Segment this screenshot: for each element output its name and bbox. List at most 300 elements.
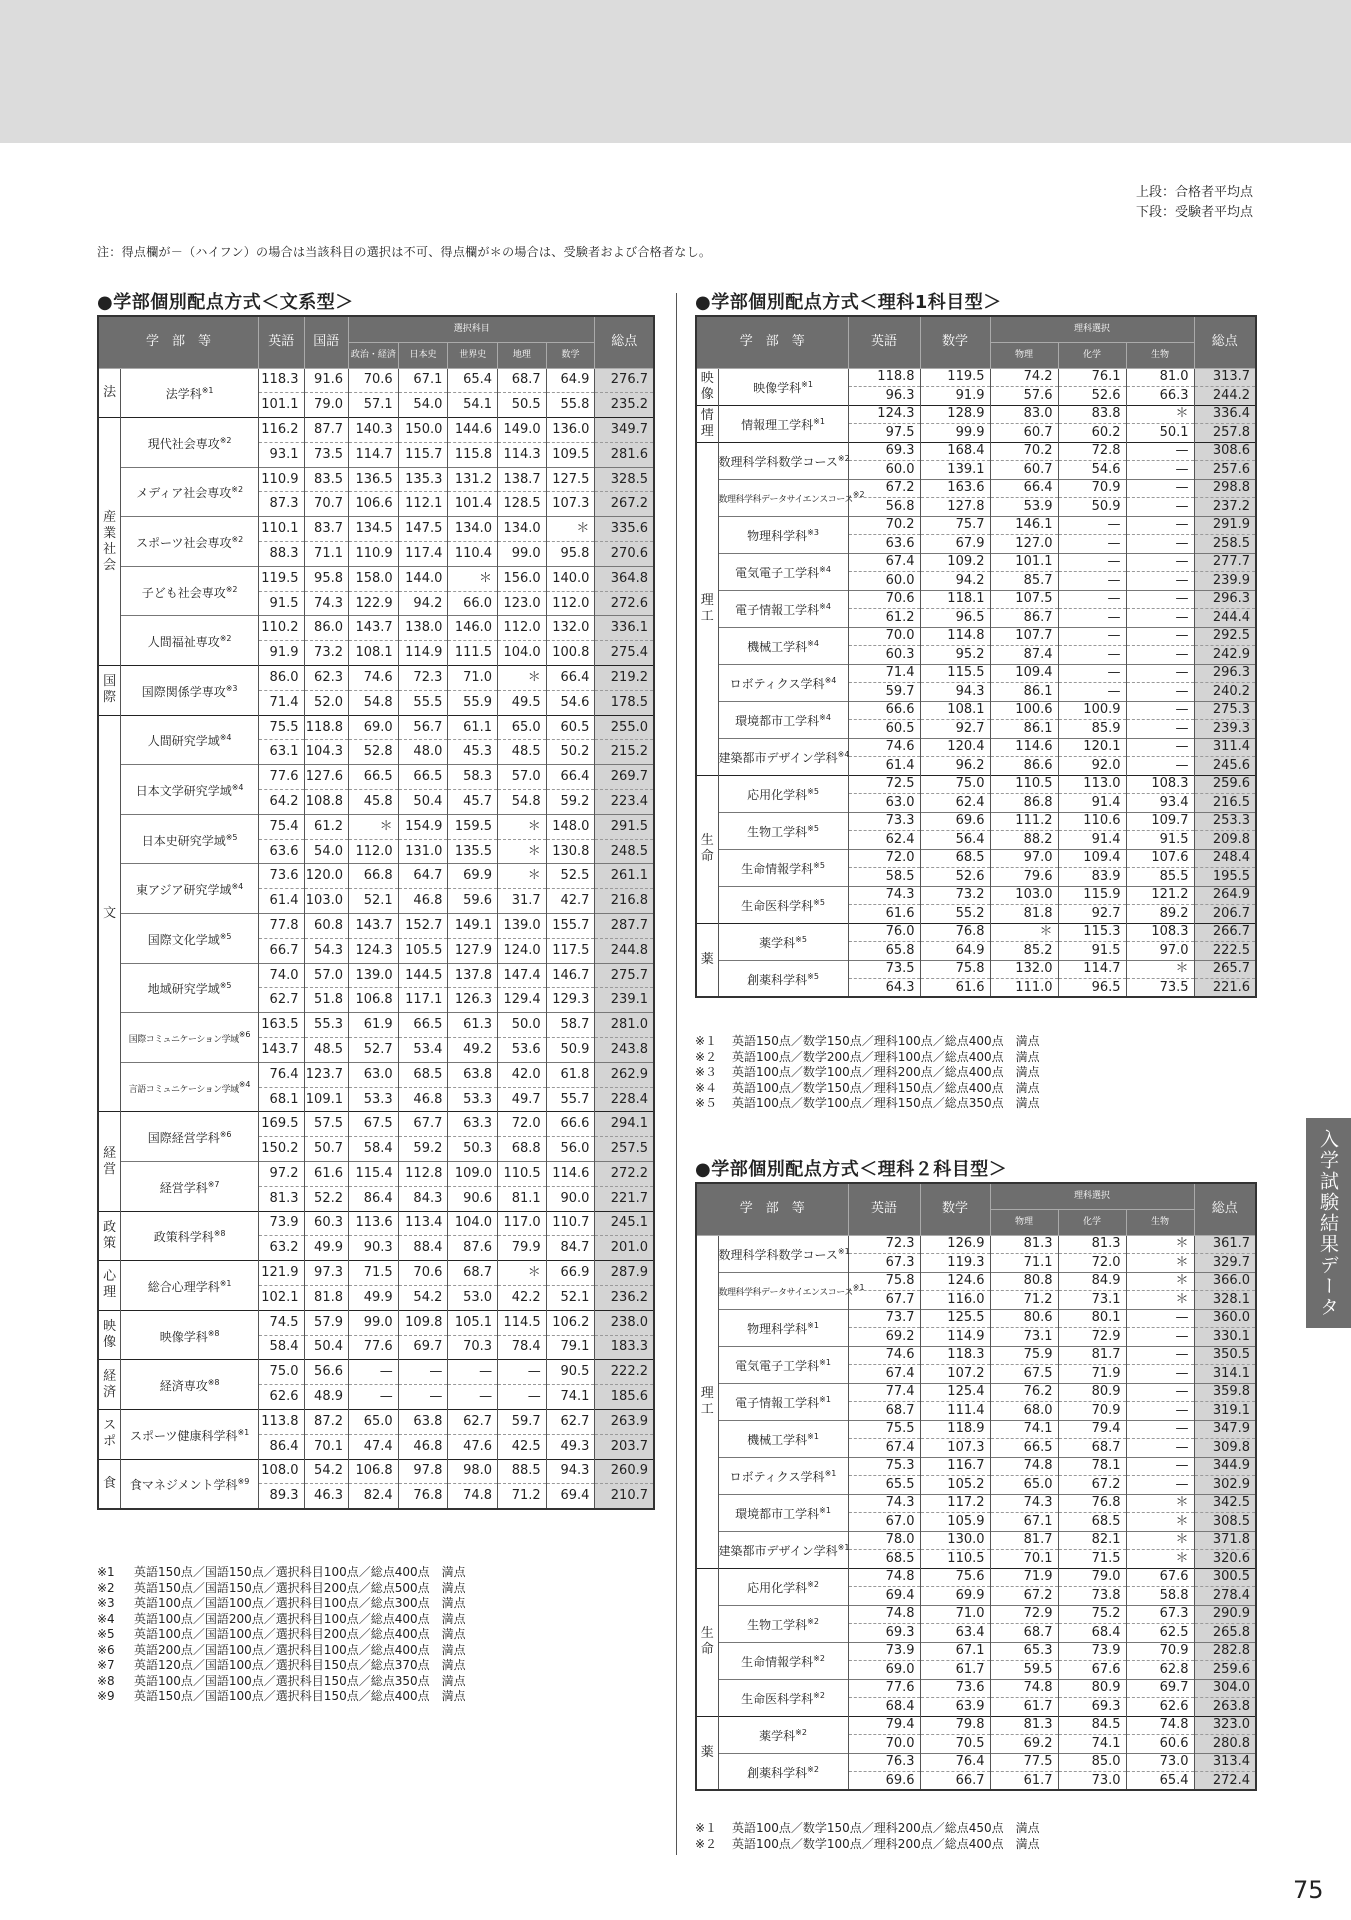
cell-passer-avg: 73.6 (920, 1679, 990, 1698)
cell-passer-avg: 115.5 (920, 664, 990, 683)
cell-examinee-avg: 100.8 (546, 641, 595, 666)
section-title-rika2: ●学部個別配点方式＜理科２科目型＞ (695, 1159, 1008, 1180)
cell-examinee-avg: 70.5 (920, 1735, 990, 1754)
table-row (696, 1383, 1256, 1402)
footnote-text: 英語100点／国語100点／選択科目100点／総点300点 満点 (134, 1596, 466, 1610)
cell-passer-avg: 65.3 (990, 1642, 1058, 1661)
cell-examinee-avg: 68.8 (498, 1137, 547, 1162)
cell-examinee-avg: 110.4 (448, 542, 498, 567)
cell-examinee-avg: 74.8 (448, 1484, 498, 1509)
cell-passer-avg: 262.9 (595, 1062, 654, 1087)
cell-passer-avg: — (1058, 590, 1126, 609)
cell-passer-avg: 67.1 (920, 1642, 990, 1661)
footnote (695, 1096, 1040, 1112)
column-divider (676, 293, 677, 1855)
cell-examinee-avg: 68.4 (848, 1698, 920, 1717)
cell-passer-avg: 72.5 (848, 775, 920, 794)
table-row (696, 1531, 1256, 1550)
cell-examinee-avg: 86.1 (990, 720, 1058, 739)
cell-examinee-avg: 60.0 (848, 461, 920, 480)
cell-examinee-avg: 240.2 (1194, 683, 1256, 702)
table-row (696, 368, 1256, 387)
cell-passer-avg: 304.0 (1194, 1679, 1256, 1698)
cell-examinee-avg: — (1058, 572, 1126, 591)
footnote-text: 英語100点／数学100点／理科150点／総点350点 満点 (732, 1096, 1040, 1110)
cell-examinee-avg: 84.3 (398, 1186, 448, 1211)
cell-passer-avg: 275.3 (1194, 701, 1256, 720)
legend-upper: 上段：合格者平均点 (1135, 185, 1253, 200)
cell-passer-avg: 67.6 (1126, 1568, 1194, 1587)
cell-examinee-avg: 108.1 (349, 641, 399, 666)
footnote-text: 英語100点／数学150点／理科150点／総点400点 満点 (732, 1080, 1040, 1095)
cell-examinee-avg: 49.9 (349, 1285, 399, 1310)
cell-passer-avg: 73.9 (1058, 1642, 1126, 1661)
dept-label: スポーツ健康科学科 (129, 1428, 238, 1443)
cell-passer-avg: 76.1 (1058, 368, 1126, 387)
cell-passer-avg: 74.5 (258, 1310, 304, 1335)
cell-examinee-avg: 71.4 (258, 690, 304, 715)
cell-passer-avg: 73.7 (848, 1309, 920, 1328)
cell-examinee-avg: 63.6 (258, 839, 304, 864)
cell-examinee-avg: 73.1 (1058, 1291, 1126, 1310)
cell-passer-avg: ＊ (1126, 1235, 1194, 1254)
cell-passer-avg: 74.0 (258, 963, 304, 988)
cell-passer-avg: 65.0 (498, 715, 547, 740)
dept-label: 薬学科 (759, 936, 796, 950)
cell-examinee-avg: — (1126, 683, 1194, 702)
cell-passer-avg: 336.4 (1194, 405, 1256, 424)
cell-passer-avg: 75.6 (920, 1568, 990, 1587)
cell-examinee-avg: — (1126, 609, 1194, 628)
footnote-text: 英語100点／数学150点／理科200点／総点450点 満点 (732, 1821, 1040, 1835)
cell-passer-avg: — (1058, 627, 1126, 646)
cell-examinee-avg: 60.7 (990, 461, 1058, 480)
dept-label: 東アジア研究学域 (135, 883, 232, 898)
cell-passer-avg: 117.2 (920, 1494, 990, 1513)
dept-name (121, 1261, 259, 1311)
dept-note: ※2 (813, 1654, 825, 1663)
cell-passer-avg: 75.0 (920, 775, 990, 794)
cell-passer-avg: 77.4 (848, 1383, 920, 1402)
cell-passer-avg: 114.7 (1058, 960, 1126, 979)
dept-note: ※2 (807, 1580, 819, 1589)
cell-passer-avg: 163.5 (258, 1013, 304, 1038)
dept-label: 国際経営学科 (147, 1131, 220, 1146)
cell-examinee-avg: 50.3 (448, 1137, 498, 1162)
header-english: 英語 (258, 316, 304, 368)
cell-passer-avg: 69.0 (349, 715, 399, 740)
header-second-subject: 数学 (920, 1183, 990, 1235)
cell-examinee-avg: 61.4 (258, 889, 304, 914)
cell-passer-avg: 148.0 (546, 814, 595, 839)
cell-passer-avg: ＊ (1126, 960, 1194, 979)
dept-name (121, 517, 259, 567)
dept-note: ※8 (213, 1229, 226, 1239)
cell-examinee-avg: 53.6 (498, 1038, 547, 1063)
cell-passer-avg: 222.2 (595, 1360, 654, 1385)
cell-examinee-avg: 201.0 (595, 1236, 654, 1261)
footnote (97, 1658, 466, 1674)
cell-examinee-avg: 52.1 (546, 1285, 595, 1310)
footnote (97, 1565, 466, 1581)
dept-name (121, 1062, 259, 1112)
cell-passer-avg: 149.1 (448, 914, 498, 939)
cell-examinee-avg: 216.5 (1194, 794, 1256, 813)
dept-name (718, 812, 848, 849)
cell-passer-avg: 114.5 (498, 1310, 547, 1335)
cell-passer-avg: 152.7 (398, 914, 448, 939)
cell-passer-avg: 72.0 (498, 1112, 547, 1137)
cell-passer-avg: 72.9 (990, 1605, 1058, 1624)
cell-passer-avg: 73.9 (848, 1642, 920, 1661)
cell-passer-avg: 108.0 (258, 1459, 304, 1484)
cell-passer-avg: 144.5 (398, 963, 448, 988)
cell-examinee-avg: 52.7 (349, 1038, 399, 1063)
dept-note: ※2 (813, 1691, 825, 1700)
cell-passer-avg: ＊ (498, 666, 547, 691)
header-subject-1: 日本史 (398, 342, 448, 368)
cell-examinee-avg: 63.0 (848, 794, 920, 813)
cell-passer-avg: 75.2 (1058, 1605, 1126, 1624)
cell-passer-avg: 72.3 (848, 1235, 920, 1254)
dept-name (718, 1235, 848, 1272)
cell-examinee-avg: 93.4 (1126, 794, 1194, 813)
cell-passer-avg: — (1126, 590, 1194, 609)
group-label: 政 策 (98, 1211, 121, 1261)
dept-note: ※8 (207, 1378, 220, 1388)
dept-name (718, 1642, 848, 1679)
cell-passer-avg: 63.3 (448, 1112, 498, 1137)
cell-passer-avg: 74.8 (848, 1568, 920, 1587)
dept-label: 創薬科学科 (747, 972, 808, 987)
header-subject-1: 化学 (1058, 342, 1126, 368)
cell-passer-avg: 71.0 (448, 666, 498, 691)
cell-passer-avg: 57.5 (304, 1112, 349, 1137)
footnotes-rika1 (695, 1034, 1040, 1112)
cell-passer-avg: 66.9 (546, 1261, 595, 1286)
cell-passer-avg: 245.1 (595, 1211, 654, 1236)
cell-examinee-avg: 69.4 (546, 1484, 595, 1509)
dept-label: 生命情報学科 (741, 1655, 814, 1669)
cell-passer-avg: 79.8 (920, 1716, 990, 1735)
cell-examinee-avg: 45.7 (448, 790, 498, 815)
cell-examinee-avg: 63.1 (258, 740, 304, 765)
cell-examinee-avg: 63.2 (258, 1236, 304, 1261)
dept-label: 食マネジメント学科 (129, 1478, 238, 1493)
cell-passer-avg: 74.8 (990, 1679, 1058, 1698)
footnote (97, 1627, 466, 1643)
cell-examinee-avg: 60.7 (990, 424, 1058, 443)
cell-passer-avg: 64.9 (546, 368, 595, 393)
footnote-mark: ※１ (695, 1821, 718, 1835)
cell-examinee-avg: 116.0 (920, 1291, 990, 1310)
cell-examinee-avg: 68.1 (258, 1087, 304, 1112)
cell-passer-avg: 62.7 (448, 1409, 498, 1434)
cell-passer-avg: 73.3 (848, 812, 920, 831)
dept-name (121, 814, 259, 864)
cell-examinee-avg: 55.5 (398, 690, 448, 715)
dept-label: 現代社会専攻 (147, 436, 220, 451)
cell-passer-avg: 163.6 (920, 479, 990, 498)
dept-label: ロボティクス学科 (729, 1470, 825, 1484)
cell-passer-avg: — (1058, 553, 1126, 572)
cell-passer-avg: 79.4 (1058, 1420, 1126, 1439)
header-subject-2: 生物 (1126, 342, 1194, 368)
dept-label: 数理科学科データサイエンスコース (718, 1288, 853, 1298)
cell-examinee-avg: 239.3 (1194, 720, 1256, 739)
cell-examinee-avg: 74.1 (546, 1385, 595, 1410)
cell-examinee-avg: 86.8 (990, 794, 1058, 813)
dept-label: 電気電子工学科 (735, 566, 820, 580)
cell-passer-avg: 127.5 (546, 467, 595, 492)
cell-passer-avg: 219.2 (595, 666, 654, 691)
cell-passer-avg: 114.6 (546, 1162, 595, 1187)
cell-passer-avg: 100.9 (1058, 701, 1126, 720)
cell-passer-avg: 110.5 (990, 775, 1058, 794)
table-row (696, 1309, 1256, 1328)
cell-examinee-avg: 59.7 (848, 683, 920, 702)
table-row (696, 1420, 1256, 1439)
cell-examinee-avg: 215.2 (595, 740, 654, 765)
cell-examinee-avg: 115.7 (398, 442, 448, 467)
footnote-mark: ※9 (97, 1689, 115, 1703)
cell-examinee-avg: 64.9 (920, 942, 990, 961)
header-english: 英語 (848, 1183, 920, 1235)
cell-passer-avg: 276.7 (595, 368, 654, 393)
footnote-mark: ※7 (97, 1658, 115, 1672)
cell-examinee-avg: 67.6 (1058, 1661, 1126, 1680)
cell-examinee-avg: 195.5 (1194, 868, 1256, 887)
cell-passer-avg: 124.6 (920, 1272, 990, 1291)
cell-passer-avg: 73.6 (258, 864, 304, 889)
footnote-mark: ※３ (695, 1065, 718, 1079)
cell-passer-avg: — (1058, 516, 1126, 535)
cell-passer-avg: 140.0 (546, 566, 595, 591)
cell-passer-avg: 70.6 (398, 1261, 448, 1286)
cell-examinee-avg: 60.2 (1058, 424, 1126, 443)
cell-examinee-avg: 79.0 (304, 393, 349, 418)
cell-passer-avg: 67.3 (1126, 1605, 1194, 1624)
cell-examinee-avg: — (1058, 609, 1126, 628)
cell-passer-avg: 253.3 (1194, 812, 1256, 831)
dept-note: ※4 (231, 783, 244, 793)
cell-passer-avg: 132.0 (990, 960, 1058, 979)
cell-passer-avg: 147.4 (498, 963, 547, 988)
dept-label: 日本文学研究学域 (135, 784, 232, 799)
cell-passer-avg: 108.3 (1126, 775, 1194, 794)
cell-passer-avg: ＊ (498, 864, 547, 889)
cell-examinee-avg: — (1126, 1365, 1194, 1384)
dept-name (121, 1360, 259, 1410)
dept-note: ※4 (807, 639, 819, 648)
cell-examinee-avg: 257.5 (595, 1137, 654, 1162)
cell-examinee-avg: 128.5 (498, 492, 547, 517)
cell-passer-avg: 70.2 (990, 442, 1058, 461)
cell-examinee-avg: 244.8 (595, 938, 654, 963)
cell-examinee-avg: 81.3 (258, 1186, 304, 1211)
cell-examinee-avg: 69.7 (398, 1335, 448, 1360)
cell-passer-avg: 70.6 (349, 368, 399, 393)
dept-label: 物理科学科 (747, 529, 808, 543)
cell-examinee-avg: 69.6 (848, 1772, 920, 1791)
cell-passer-avg: 120.0 (304, 864, 349, 889)
cell-examinee-avg: 86.4 (349, 1186, 399, 1211)
cell-passer-avg: 66.5 (349, 765, 399, 790)
cell-examinee-avg: 123.0 (498, 591, 547, 616)
cell-examinee-avg: 71.1 (304, 542, 349, 567)
cell-examinee-avg: — (1126, 1402, 1194, 1421)
dept-name (718, 1679, 848, 1716)
cell-passer-avg: 159.5 (448, 814, 498, 839)
dept-note: ※1 (813, 417, 825, 426)
cell-passer-avg: 117.0 (498, 1211, 547, 1236)
cell-passer-avg: 60.8 (304, 914, 349, 939)
cell-passer-avg: 66.5 (398, 765, 448, 790)
table-row (98, 368, 654, 393)
dept-label: 電子情報工学科 (735, 603, 820, 617)
cell-passer-avg: 84.5 (1058, 1716, 1126, 1735)
cell-examinee-avg: 127.8 (920, 498, 990, 517)
cell-examinee-avg: 86.6 (990, 757, 1058, 776)
cell-passer-avg: 146.0 (448, 616, 498, 641)
dept-name (718, 849, 848, 886)
cell-examinee-avg: 67.5 (990, 1365, 1058, 1384)
dept-name (718, 627, 848, 664)
dept-label: 薬学科 (759, 1729, 796, 1743)
cell-passer-avg: 73.5 (848, 960, 920, 979)
cell-passer-avg: 68.5 (398, 1062, 448, 1087)
table-row (696, 627, 1256, 646)
cell-examinee-avg: 50.2 (546, 740, 595, 765)
table-row (696, 1235, 1256, 1254)
dept-label: 建築都市デザイン学科 (718, 1544, 838, 1558)
cell-passer-avg: 259.6 (1194, 775, 1256, 794)
dept-note: ※1 (237, 1427, 250, 1437)
cell-passer-avg: 371.8 (1194, 1531, 1256, 1550)
cell-examinee-avg: 127.0 (990, 535, 1058, 554)
cell-passer-avg: 67.1 (398, 368, 448, 393)
table-row (696, 1494, 1256, 1513)
cell-passer-avg: 118.8 (848, 368, 920, 387)
cell-examinee-avg: 67.7 (848, 1291, 920, 1310)
cell-examinee-avg: 114.3 (498, 442, 547, 467)
dept-name (718, 442, 848, 479)
cell-passer-avg: 63.8 (448, 1062, 498, 1087)
cell-examinee-avg: 85.2 (990, 942, 1058, 961)
dept-label: 物理科学科 (747, 1322, 808, 1336)
dept-label: 人間福祉専攻 (147, 635, 220, 650)
cell-examinee-avg: 81.8 (990, 905, 1058, 924)
cell-examinee-avg: 67.4 (848, 1365, 920, 1384)
cell-passer-avg: 65.0 (349, 1409, 399, 1434)
cell-examinee-avg: 85.7 (990, 572, 1058, 591)
cell-passer-avg: 138.0 (398, 616, 448, 641)
group-label: 産 業 社 会 (98, 418, 121, 666)
table-row (98, 1459, 654, 1484)
cell-examinee-avg: 71.1 (990, 1254, 1058, 1273)
cell-passer-avg: 110.1 (258, 517, 304, 542)
cell-examinee-avg: 50.9 (546, 1038, 595, 1063)
table-row (98, 666, 654, 691)
cell-passer-avg: 78.0 (848, 1531, 920, 1550)
cell-examinee-avg: 95.2 (920, 646, 990, 665)
cell-passer-avg: 105.1 (448, 1310, 498, 1335)
cell-passer-avg: 57.9 (304, 1310, 349, 1335)
dept-label: 生物工学科 (747, 1618, 808, 1632)
cell-passer-avg: 75.4 (258, 814, 304, 839)
table-row (98, 864, 654, 889)
cell-examinee-avg: 281.6 (595, 442, 654, 467)
cell-passer-avg: 69.9 (448, 864, 498, 889)
cell-passer-avg: 118.3 (258, 368, 304, 393)
dept-label: 創薬科学科 (747, 1765, 808, 1780)
cell-examinee-avg: 65.5 (848, 1476, 920, 1495)
cell-examinee-avg: 109.5 (546, 442, 595, 467)
cell-examinee-avg: 143.7 (258, 1038, 304, 1063)
cell-examinee-avg: 308.5 (1194, 1513, 1256, 1532)
dept-name (121, 1013, 259, 1063)
cell-passer-avg: — (1126, 664, 1194, 683)
cell-passer-avg: 260.9 (595, 1459, 654, 1484)
cell-passer-avg: 61.6 (304, 1162, 349, 1187)
cell-examinee-avg: 52.8 (349, 740, 399, 765)
cell-examinee-avg: 45.8 (349, 790, 399, 815)
cell-examinee-avg: ＊ (1126, 1513, 1194, 1532)
dept-name (121, 666, 259, 716)
table-row (98, 418, 654, 443)
cell-examinee-avg: 69.0 (848, 1661, 920, 1680)
cell-examinee-avg: — (1126, 720, 1194, 739)
dept-note: ※1 (219, 1278, 232, 1288)
cell-examinee-avg: 55.2 (920, 905, 990, 924)
cell-passer-avg: 323.0 (1194, 1716, 1256, 1735)
cell-examinee-avg: 50.4 (398, 790, 448, 815)
dept-name (718, 1383, 848, 1420)
group-label: 法 (98, 368, 121, 418)
dept-note: ※4 (219, 733, 232, 743)
dept-note: ※4 (837, 750, 850, 759)
dept-name (121, 616, 259, 666)
cell-examinee-avg: 50.9 (1058, 498, 1126, 517)
cell-passer-avg: 85.0 (1058, 1753, 1126, 1772)
cell-passer-avg: 126.9 (920, 1235, 990, 1254)
dept-note: ※5 (807, 787, 819, 796)
cell-examinee-avg: 68.5 (848, 1550, 920, 1569)
cell-passer-avg: 168.4 (920, 442, 990, 461)
dept-label: 電子情報工学科 (735, 1396, 820, 1410)
cell-examinee-avg: 67.3 (848, 1254, 920, 1273)
cell-passer-avg: 366.0 (1194, 1272, 1256, 1291)
cell-passer-avg: — (1058, 664, 1126, 683)
cell-passer-avg: 70.0 (848, 627, 920, 646)
dept-name (718, 1531, 848, 1568)
cell-examinee-avg: 106.8 (349, 988, 399, 1013)
cell-passer-avg: 347.9 (1194, 1420, 1256, 1439)
cell-passer-avg: 60.5 (546, 715, 595, 740)
cell-passer-avg: 109.7 (1126, 812, 1194, 831)
cell-passer-avg: 68.7 (498, 368, 547, 393)
cell-examinee-avg: 74.3 (304, 591, 349, 616)
cell-passer-avg: — (1126, 1420, 1194, 1439)
cell-examinee-avg: 72.9 (1058, 1328, 1126, 1347)
dept-note: ※2 (219, 634, 232, 644)
cell-passer-avg: 88.5 (498, 1459, 547, 1484)
dept-note: ※2 (795, 1728, 807, 1737)
footnotes-bunkei (97, 1565, 466, 1705)
cell-passer-avg: 110.7 (546, 1211, 595, 1236)
dept-label: 生物工学科 (747, 825, 808, 839)
cell-examinee-avg: 210.7 (595, 1484, 654, 1509)
